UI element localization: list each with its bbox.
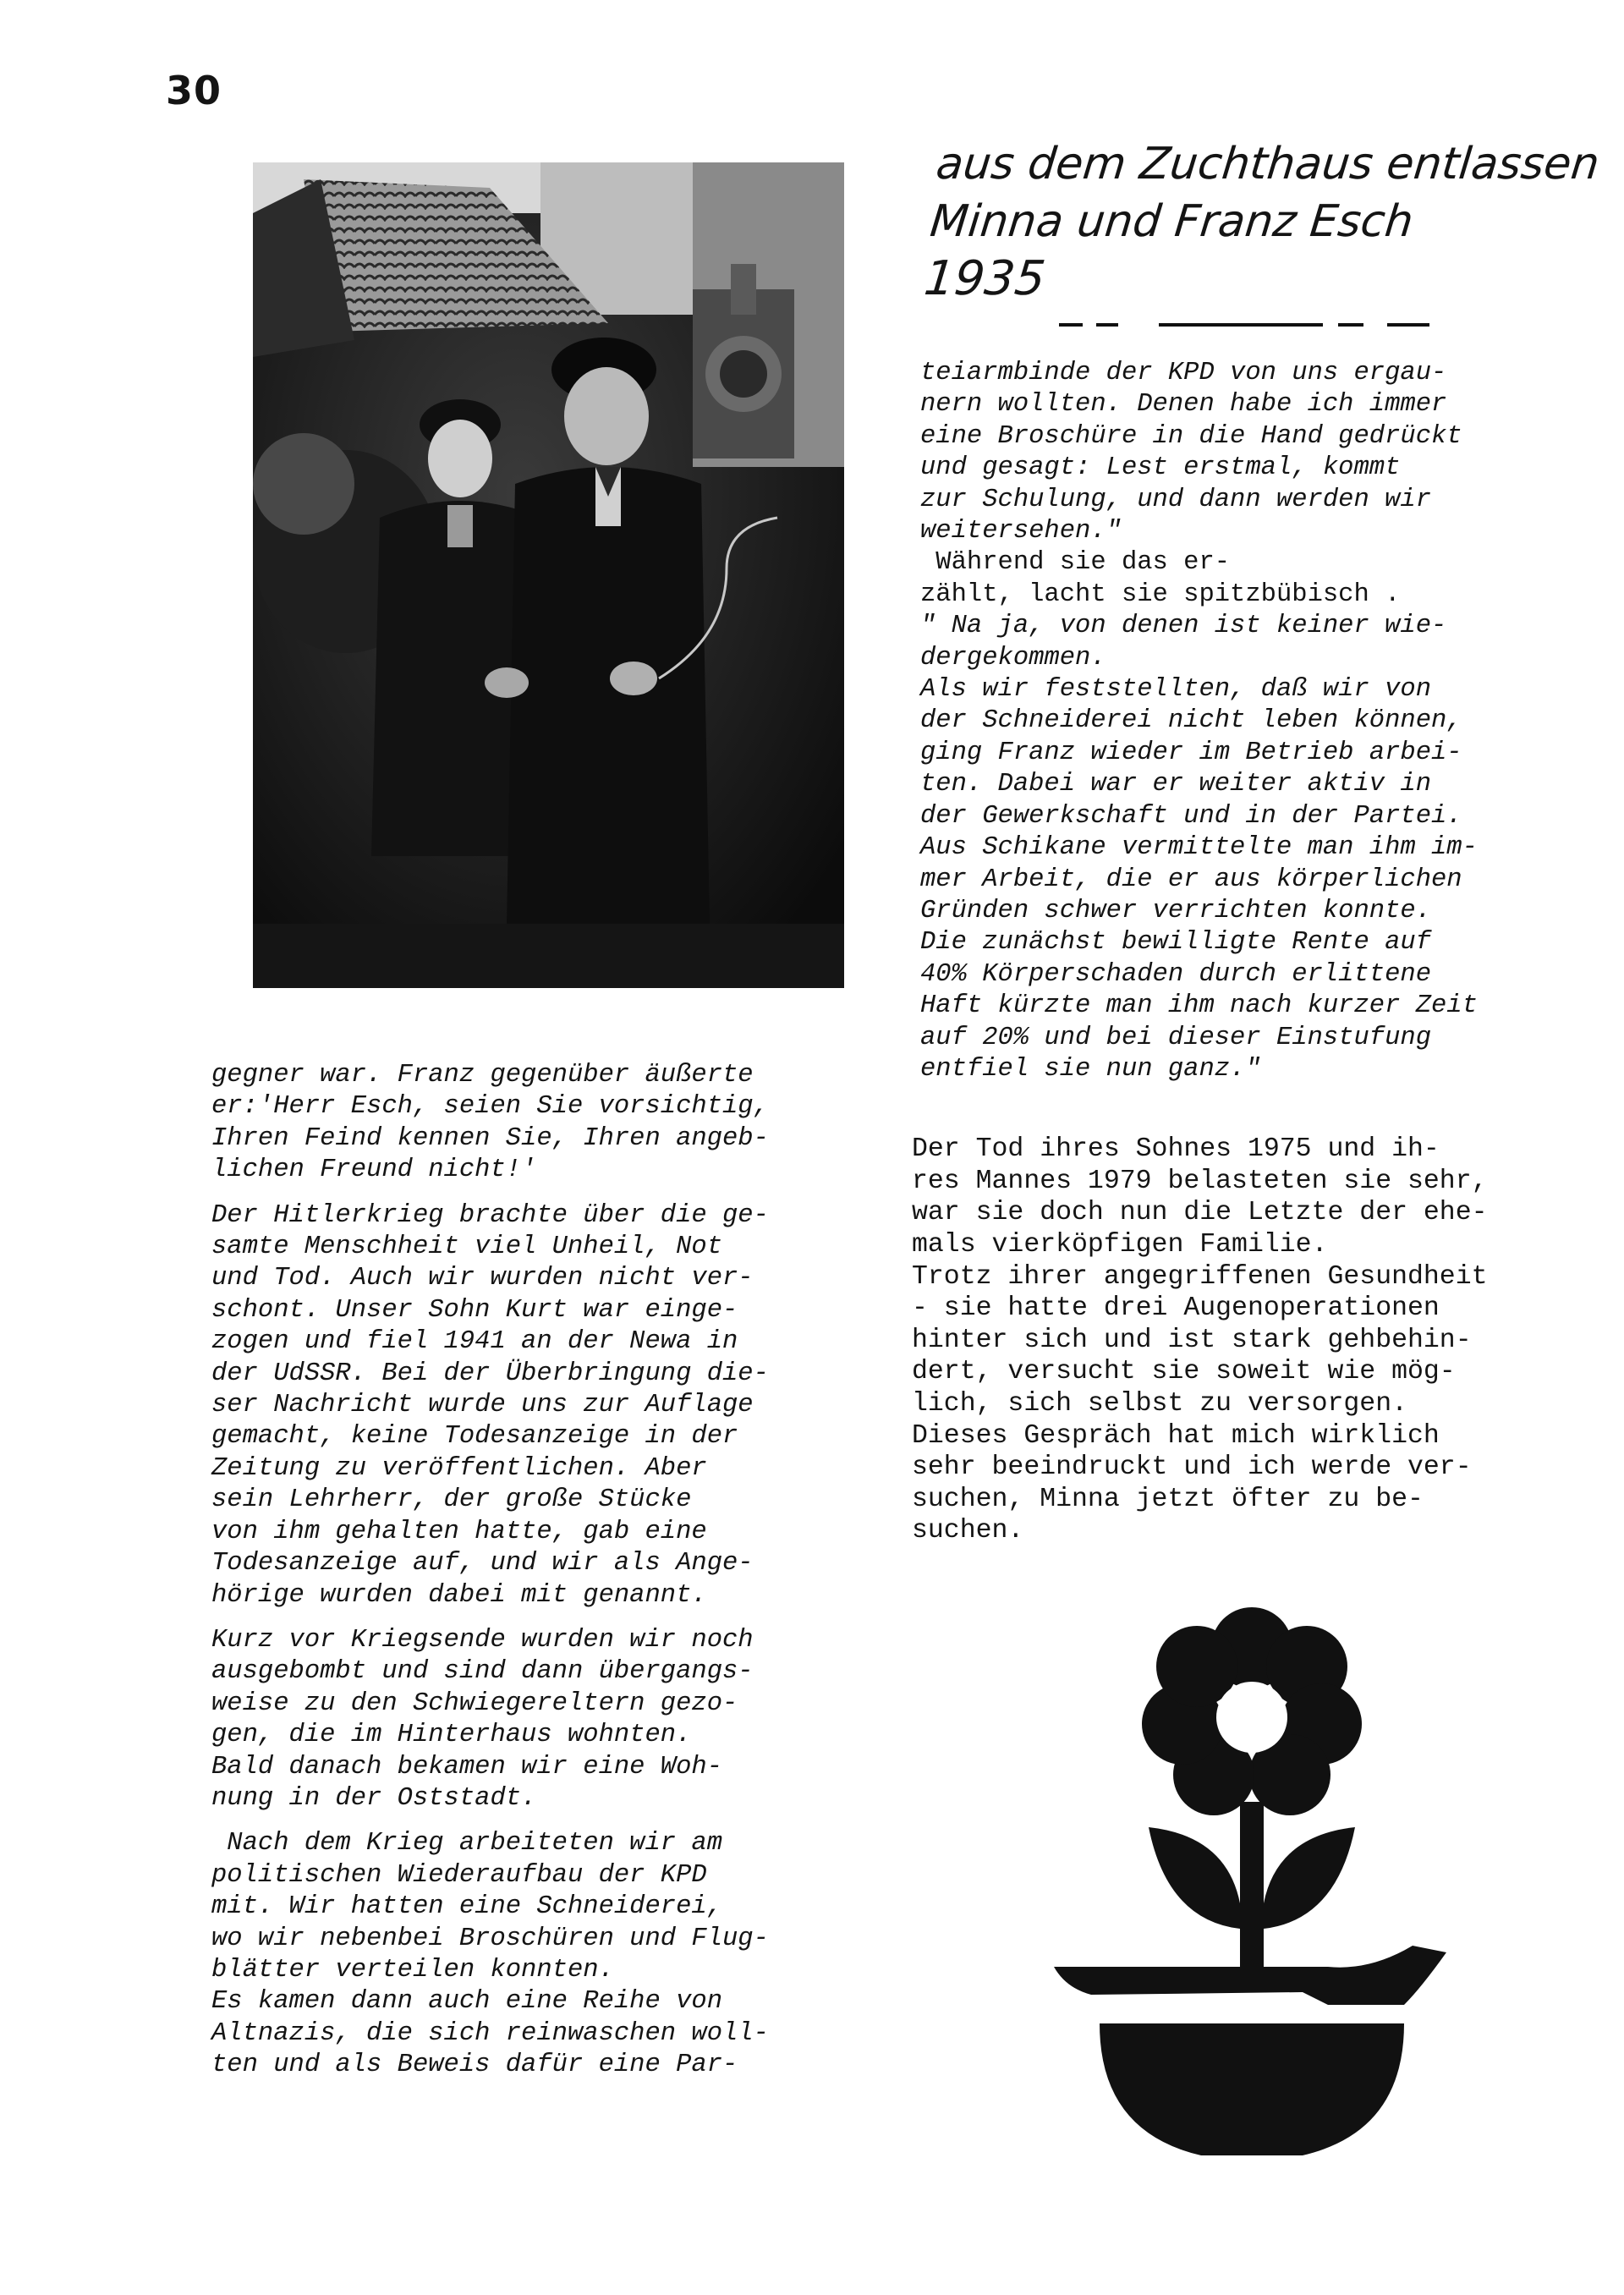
left-paragraph-4: Nach dem Krieg arbeiteten wir am politischen Wiederaufbau der KPD mit. Wir hatten eine Schneiderei, wo wir nebenbei Broschüren und Flug- blätter verteilen konnten. Es kamen dann auch eine Reihe von Altnazis, die sich reinwaschen woll- ten und als Beweis dafür eine Par- <box>211 1829 769 2080</box>
page-number: 30 <box>166 68 222 113</box>
caption-line-2: Minna und Franz Esch <box>927 196 1416 247</box>
historical-photograph <box>253 162 844 988</box>
right-closing-paragraph: Der Tod ihres Sohnes 1975 und ih- res Mannes 1979 belasteten sie sehr, war sie doch nun die Letzte der ehe- mals vierköpfigen Familie. Trotz ihrer angegriffenen Gesundheit - sie hatte drei Augenoperationen hinter sich und ist stark gehbehin- dert, versucht sie soweit wie mög- lich, sich selbst zu versorgen. Dieses Gespräch hat mich wirklich sehr beeindruckt und ich werde ver- suchen, Minna jetzt öfter zu be- suchen. <box>912 1134 1488 1546</box>
left-column-text <box>211 1060 769 2095</box>
right-quote-paragraph-2: " Na ja, von denen ist keiner wie- dergekommen. Als wir feststellten, daß wir von der Schneiderei nicht leben können, ging Franz wieder im Betrieb arbei- ten. Dabei war er weiter aktiv in der Gewerkschaft und in der Partei. Aus Schikane vermittelte man ihm im- mer Arbeit, die er aus körperlichen Gründen schwer verrichten konnte. Die zunächst bewilligte Rente auf 40% Körperschaden durch erlittene Haft kürzte man ihm nach kurzer Zeit auf 20% und bei dieser Einstufung entfiel sie nun ganz." <box>920 612 1478 1084</box>
right-narration: Während sie das er- zählt, lacht sie spitzbübisch . <box>920 548 1401 609</box>
right-column-top-text <box>920 358 1478 1085</box>
right-quote-paragraph-1: teiarmbinde der KPD von uns ergau- nern wollten. Denen habe ich immer eine Broschüre in die Hand gedrückt und gesagt: Lest erstmal, kommt zur Schulung, und dann werden wir weitersehen." <box>920 359 1462 546</box>
dashed-divider <box>1059 320 1431 333</box>
left-paragraph-3: Kurz vor Kriegsende wurden wir noch ausgebombt und sind dann übergangs- weise zu den Schwiegereltern gezo- gen, die im Hinterhaus wohnten. Bald danach bekamen wir eine Woh- nung in der Oststadt. <box>211 1625 754 1813</box>
caption-year: 1935 <box>921 251 1048 306</box>
right-column-bottom-text <box>912 1070 1488 1579</box>
left-paragraph-2: Der Hitlerkrieg brachte über die ge- samte Menschheit viel Unheil, Not und Tod. Auch wir wurden nicht ver- schont. Unser Sohn Kurt war einge- zogen und fiel 1941 an der Newa in der UdSSR. Bei der Überbringung die- ser Nachricht wurde uns zur Auflage gemacht, keine Todesanzeige in der Zeitung zu veröffentlichen. Aber sein Lehrherr, der große Stücke von ihm gehalten hatte, gab eine Todesanzeige auf, und wir als Ange- hörige wurden dabei mit genannt. <box>211 1200 769 1610</box>
flower-in-pot-icon <box>1049 1548 1455 2166</box>
photo-caption <box>921 135 1602 308</box>
left-paragraph-1: gegner war. Franz gegenüber äußerte er:'Herr Esch, seien Sie vorsichtig, Ihren Feind kennen Sie, Ihren angeb- lichen Freund nicht!' <box>211 1061 769 1185</box>
photograph-of-two-people <box>253 162 844 988</box>
caption-line-1: aus dem Zuchthaus entlassen <box>933 139 1602 189</box>
